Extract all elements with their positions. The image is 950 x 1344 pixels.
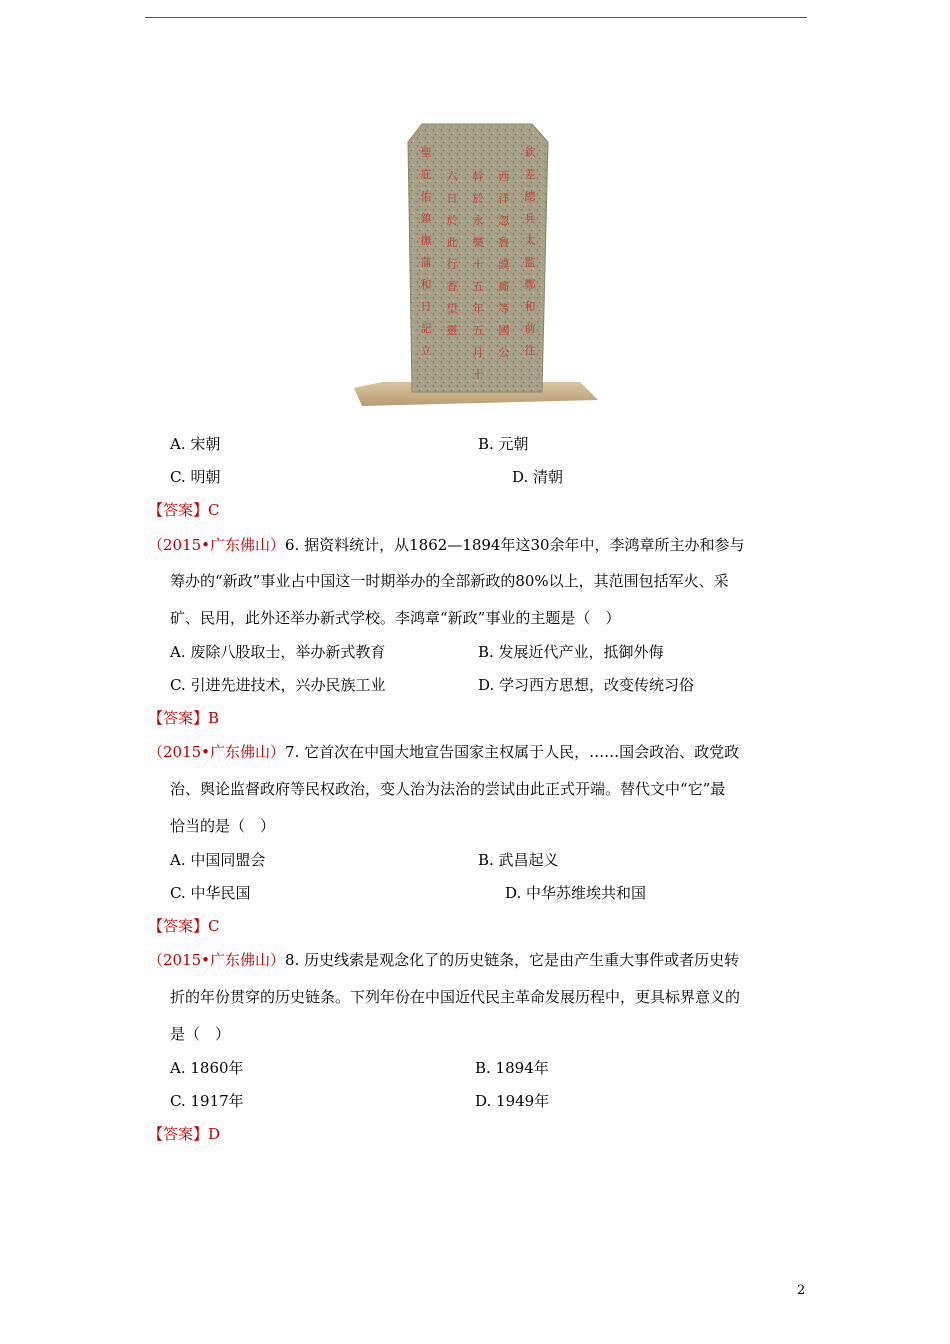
inscription-char: 於 bbox=[472, 193, 484, 205]
inscription-char: 十 bbox=[472, 259, 484, 271]
inscription-char: 記 bbox=[420, 323, 432, 335]
inscription-char: 靈 bbox=[446, 325, 458, 337]
inscription-char: 庇 bbox=[420, 169, 432, 181]
inscription-char: 西 bbox=[498, 171, 510, 183]
inscription-char: 往 bbox=[524, 345, 536, 357]
inscription-char: 國 bbox=[498, 325, 510, 337]
inscription-char: 公 bbox=[498, 347, 510, 359]
q6-option-d: D. 学习西方思想，改变传统习俗 bbox=[478, 676, 695, 694]
q7-stem-3: 恰当的是（ ） bbox=[170, 817, 276, 835]
q8-stem-3: 是（ ） bbox=[170, 1025, 231, 1043]
q7-stem-1: 7. 它首次在中国大地宣告国家主权属于人民，……国会政治、政党政 bbox=[285, 743, 740, 761]
inscription-char: 欽 bbox=[524, 147, 536, 159]
inscription-char: 望 bbox=[446, 303, 458, 315]
inscription-char: 太 bbox=[524, 235, 536, 247]
q7-option-b: B. 武昌起义 bbox=[478, 851, 559, 869]
q7-option-d: D. 中华苏维埃共和国 bbox=[505, 884, 647, 902]
answer-letter: D bbox=[208, 1125, 221, 1143]
q6-option-c: C. 引进先进技术，兴办民族工业 bbox=[170, 676, 386, 694]
q8-stem-1: 8. 历史线索是观念化了的历史链条，它是由产生重大事件或者历史转 bbox=[285, 951, 740, 969]
q7-option-c: C. 中华民国 bbox=[170, 884, 251, 902]
inscription-char: 兵 bbox=[524, 213, 536, 225]
inscription-char: 謨 bbox=[498, 259, 510, 271]
inscription-char: 此 bbox=[446, 237, 458, 249]
q6-stem-3: 矿、民用，此外还举办新式学校。李鸿章“新政”事业的主题是（ ） bbox=[170, 609, 621, 627]
q8-answer bbox=[148, 1124, 220, 1144]
inscription-char: 鄭 bbox=[524, 279, 536, 291]
inscription-char: 撫 bbox=[420, 235, 432, 247]
q7-source: （2015•广东佛山） bbox=[148, 743, 286, 761]
inscription-char: 樂 bbox=[472, 237, 484, 249]
inscription-char: 日 bbox=[446, 193, 458, 205]
inscription-char: 魯 bbox=[498, 237, 510, 249]
inscription-char: 永 bbox=[472, 215, 484, 227]
inscription-char: 六 bbox=[446, 171, 458, 183]
q6-stem-2: 筹办的“新政”事业占中国这一时期举办的全部新政的80%以上，其范围包括军火、采 bbox=[170, 572, 729, 590]
q5-option-c: C. 明朝 bbox=[170, 468, 221, 486]
inscription-char: 五 bbox=[472, 325, 484, 337]
q5-option-d: D. 清朝 bbox=[512, 468, 564, 486]
q6-option-b: B. 发展近代产业，抵御外侮 bbox=[478, 643, 664, 661]
q7-line-1 bbox=[148, 742, 739, 762]
q5-option-b: B. 元朝 bbox=[478, 435, 529, 453]
inscription-char: 年 bbox=[472, 303, 484, 315]
q6-source: （2015•广东佛山） bbox=[148, 536, 286, 554]
answer-tag: 【答案】 bbox=[148, 709, 209, 727]
q6-answer bbox=[148, 708, 219, 728]
header-rule bbox=[145, 17, 807, 18]
inscription-char: 日 bbox=[420, 301, 432, 313]
inscription-char: 月 bbox=[472, 347, 484, 359]
answer-tag: 【答案】 bbox=[148, 917, 209, 935]
inscription-char: 監 bbox=[524, 257, 536, 269]
q7-stem-2: 治、舆论监督政府等民权政治，变人治为法治的尝试由此正式开端。替代文中“它”最 bbox=[170, 780, 726, 798]
q8-option-c: C. 1917年 bbox=[170, 1092, 244, 1110]
inscription-char: 和 bbox=[524, 301, 536, 313]
q8-option-a: A. 1860年 bbox=[170, 1059, 244, 1077]
answer-letter: C bbox=[208, 501, 220, 519]
q7-option-a: A. 中国同盟会 bbox=[170, 851, 266, 869]
inscription-char: 行 bbox=[446, 259, 458, 271]
inscription-char: 十 bbox=[472, 369, 484, 381]
inscription-char: 總 bbox=[524, 191, 536, 203]
inscription-char: 鎮 bbox=[420, 213, 432, 225]
q7-answer bbox=[148, 916, 220, 936]
inscription-char: 聖 bbox=[420, 147, 432, 159]
q8-option-b: B. 1894年 bbox=[475, 1059, 549, 1077]
inscription-char: 忽 bbox=[498, 215, 510, 227]
inscription-char: 前 bbox=[524, 323, 536, 335]
answer-letter: B bbox=[208, 709, 220, 727]
q8-option-d: D. 1949年 bbox=[475, 1092, 550, 1110]
inscription-char: 幹 bbox=[472, 171, 484, 183]
inscription-char: 和 bbox=[420, 279, 432, 291]
q5-answer bbox=[148, 500, 220, 520]
answer-tag: 【答案】 bbox=[148, 501, 209, 519]
answer-letter: C bbox=[208, 917, 220, 935]
inscription-char: 蒲 bbox=[420, 257, 432, 269]
inscription-char: 洋 bbox=[498, 193, 510, 205]
inscription-char: 於 bbox=[446, 215, 458, 227]
inscription-char: 差 bbox=[524, 169, 536, 181]
inscription-char: 五 bbox=[472, 281, 484, 293]
inscription-char: 香 bbox=[446, 281, 458, 293]
inscription-char: 立 bbox=[420, 345, 432, 357]
q6-stem-1: 6. 据资料统计，从1862—1894年这30余年中，李鸿章所主办和参与 bbox=[285, 536, 745, 554]
page-number: 2 bbox=[797, 1283, 806, 1298]
inscription-char: 佑 bbox=[420, 191, 432, 203]
q6-line-1 bbox=[148, 535, 745, 555]
stele-image bbox=[352, 120, 602, 410]
q8-source: （2015•广东佛山） bbox=[148, 951, 286, 969]
inscription-char: 廝 bbox=[498, 281, 510, 293]
q5-option-a: A. 宋朝 bbox=[170, 435, 221, 453]
q8-line-1 bbox=[148, 950, 739, 970]
answer-tag: 【答案】 bbox=[148, 1125, 209, 1143]
inscription-char: 等 bbox=[498, 303, 510, 315]
q6-option-a: A. 废除八股取士，举办新式教育 bbox=[170, 643, 386, 661]
q8-stem-2: 折的年份贯穿的历史链条。下列年份在中国近代民主革命发展历程中，更具标界意义的 bbox=[170, 988, 741, 1006]
